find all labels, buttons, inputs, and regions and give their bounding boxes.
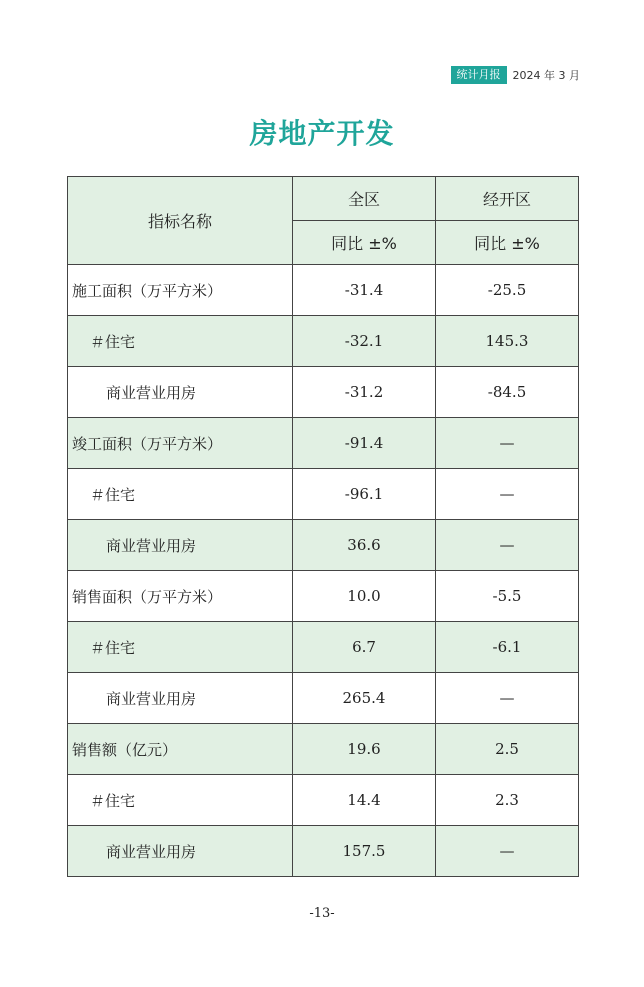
value-whole-district: 265.4 <box>293 673 436 724</box>
value-dev-zone: -84.5 <box>436 367 579 418</box>
value-dev-zone: — <box>436 826 579 877</box>
row-label: 商业营业用房 <box>68 673 293 724</box>
value-whole-district: 19.6 <box>293 724 436 775</box>
header-yoy-a: 同比 ±% <box>293 221 436 265</box>
table-row <box>68 265 579 316</box>
table-row <box>68 367 579 418</box>
value-dev-zone: 2.5 <box>436 724 579 775</box>
row-label: 施工面积（万平方米） <box>68 265 293 316</box>
statistics-table <box>67 176 579 877</box>
value-dev-zone: — <box>436 520 579 571</box>
table-row <box>68 316 579 367</box>
value-whole-district: -91.4 <box>293 418 436 469</box>
table-row <box>68 520 579 571</box>
value-dev-zone: 145.3 <box>436 316 579 367</box>
row-label: 销售额（亿元） <box>68 724 293 775</box>
table-row <box>68 622 579 673</box>
row-label: 商业营业用房 <box>68 826 293 877</box>
row-label: ＃住宅 <box>68 469 293 520</box>
value-dev-zone: — <box>436 418 579 469</box>
value-whole-district: -96.1 <box>293 469 436 520</box>
value-whole-district: 157.5 <box>293 826 436 877</box>
table-row <box>68 673 579 724</box>
value-dev-zone: — <box>436 469 579 520</box>
row-label: 商业营业用房 <box>68 520 293 571</box>
report-badge: 统计月报 <box>451 66 507 84</box>
value-whole-district: -31.2 <box>293 367 436 418</box>
value-whole-district: 6.7 <box>293 622 436 673</box>
value-dev-zone: -25.5 <box>436 265 579 316</box>
row-label: 竣工面积（万平方米） <box>68 418 293 469</box>
header-whole-district: 全区 <box>293 177 436 221</box>
table-row <box>68 724 579 775</box>
value-dev-zone: 2.3 <box>436 775 579 826</box>
value-whole-district: -32.1 <box>293 316 436 367</box>
page-number: -13- <box>309 906 335 921</box>
table-row <box>68 469 579 520</box>
value-whole-district: 14.4 <box>293 775 436 826</box>
table-row <box>68 826 579 877</box>
report-header <box>451 66 580 84</box>
row-label: ＃住宅 <box>68 316 293 367</box>
row-label: 商业营业用房 <box>68 367 293 418</box>
value-dev-zone: -6.1 <box>436 622 579 673</box>
value-whole-district: -31.4 <box>293 265 436 316</box>
page-title: 房地产开发 <box>249 117 395 150</box>
table-row <box>68 571 579 622</box>
table-row <box>68 418 579 469</box>
table-row <box>68 775 579 826</box>
header-indicator-name: 指标名称 <box>68 177 293 265</box>
value-whole-district: 10.0 <box>293 571 436 622</box>
row-label: 销售面积（万平方米） <box>68 571 293 622</box>
value-dev-zone: — <box>436 673 579 724</box>
value-whole-district: 36.6 <box>293 520 436 571</box>
header-dev-zone: 经开区 <box>436 177 579 221</box>
value-dev-zone: -5.5 <box>436 571 579 622</box>
row-label: ＃住宅 <box>68 622 293 673</box>
row-label: ＃住宅 <box>68 775 293 826</box>
report-date: 2024 年 3 月 <box>512 69 580 82</box>
header-yoy-b: 同比 ±% <box>436 221 579 265</box>
